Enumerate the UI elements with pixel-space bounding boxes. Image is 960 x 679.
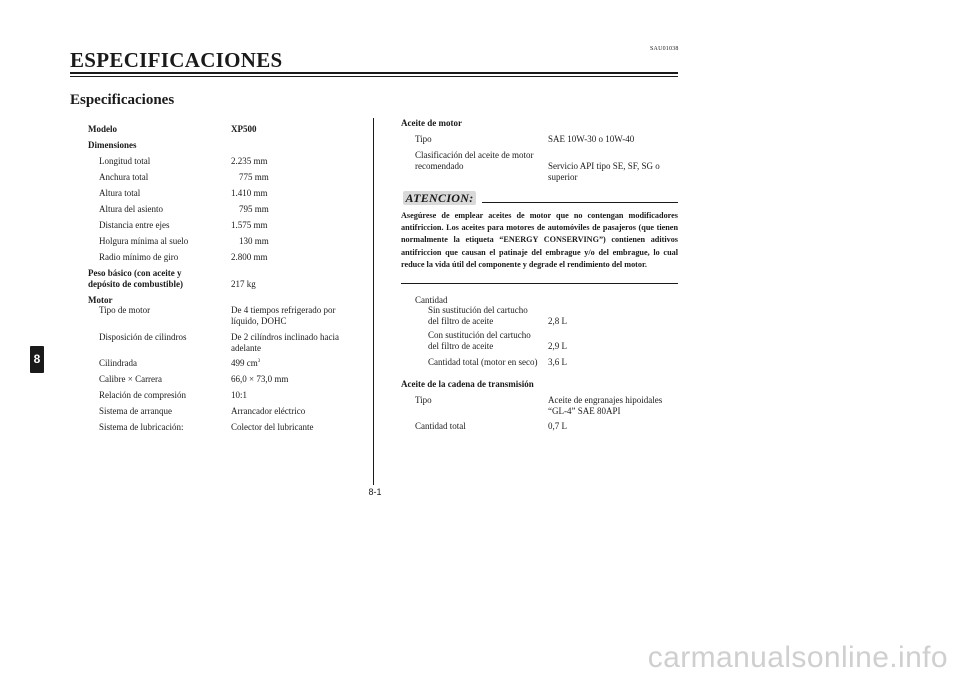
chain-heading: Aceite de la cadena de transmisión bbox=[401, 379, 534, 389]
spec-value: Servicio API tipo SE, SF, SG o bbox=[548, 161, 660, 171]
spec-label: Calibre × Carrera bbox=[99, 374, 163, 384]
page-title: ESPECIFICACIONES bbox=[70, 48, 283, 72]
spec-value: 795 mm bbox=[239, 204, 269, 214]
spec-label: Altura total bbox=[99, 188, 141, 198]
model-value: XP500 bbox=[231, 124, 257, 134]
atencion-rule bbox=[482, 202, 678, 203]
spec-label: Anchura total bbox=[99, 172, 149, 182]
section-subtitle: Especificaciones bbox=[70, 92, 175, 108]
spec-label: Altura del asiento bbox=[99, 204, 163, 214]
spec-value: De 4 tiempos refrigerado por bbox=[231, 305, 336, 315]
spec-label: Disposición de cilindros bbox=[99, 332, 187, 342]
spec-value: 775 mm bbox=[239, 172, 269, 182]
spec-label: Sistema de arranque bbox=[99, 406, 172, 416]
spec-value: adelante bbox=[231, 343, 261, 353]
spec-value: 2.800 mm bbox=[231, 252, 268, 262]
spec-value: 1.575 mm bbox=[231, 220, 268, 230]
spec-value: 1.410 mm bbox=[231, 188, 268, 198]
weight-heading-line2: depósito de combustible) bbox=[88, 279, 184, 289]
spec-label: recomendado bbox=[415, 161, 464, 171]
document-code: SAU01038 bbox=[650, 46, 679, 52]
spec-label: del filtro de aceite bbox=[428, 316, 494, 326]
spec-label: Clasificación del aceite de motor bbox=[415, 150, 534, 160]
spec-value: 130 mm bbox=[239, 236, 269, 246]
title-rule-thin bbox=[70, 76, 678, 77]
cilindrada-value: 499 cm bbox=[231, 358, 258, 368]
chapter-tab: 8 bbox=[30, 346, 44, 373]
spec-label: Sin sustitución del cartucho bbox=[428, 305, 528, 315]
page-number: 8-1 bbox=[368, 487, 382, 497]
spec-value: Arrancador eléctrico bbox=[231, 406, 306, 416]
spec-value: SAE 10W-30 o 10W-40 bbox=[548, 134, 635, 144]
spec-label: Sistema de lubricación: bbox=[99, 422, 184, 432]
spec-value: líquido, DOHC bbox=[231, 316, 287, 326]
spec-value: 0,7 L bbox=[548, 421, 567, 431]
atencion-badge: ATENCION: bbox=[403, 191, 476, 205]
watermark: carmanualsonline.info bbox=[647, 641, 948, 674]
spec-value: 66,0 × 73,0 mm bbox=[231, 374, 289, 384]
spec-value: 10:1 bbox=[231, 390, 248, 400]
cantidad-label: Cantidad bbox=[415, 295, 448, 305]
spec-label: Relación de compresión bbox=[99, 390, 186, 400]
warning-bottom-rule bbox=[401, 283, 678, 284]
spec-value: 2,8 L bbox=[548, 316, 567, 326]
spec-value: Colector del lubricante bbox=[231, 422, 314, 432]
spec-label: Cilindrada bbox=[99, 358, 137, 368]
dimensions-heading: Dimensiones bbox=[88, 140, 137, 150]
oil-heading: Aceite de motor bbox=[401, 118, 462, 128]
spec-value: De 2 cilíndros inclinado hacia bbox=[231, 332, 339, 342]
cilindrada-superscript: 3 bbox=[257, 359, 261, 364]
spec-label: Con sustitución del cartucho bbox=[428, 330, 531, 340]
spec-label: Radio mínimo de giro bbox=[99, 252, 179, 262]
motor-heading: Motor bbox=[88, 295, 113, 305]
spec-label: Tipo de motor bbox=[99, 305, 151, 315]
spec-label: Tipo bbox=[415, 395, 432, 405]
spec-label: del filtro de aceite bbox=[428, 341, 494, 351]
spec-value: 2,9 L bbox=[548, 341, 567, 351]
model-label: Modelo bbox=[88, 124, 117, 134]
spec-value: superior bbox=[548, 172, 578, 182]
spec-value bbox=[231, 358, 260, 369]
warning-text: Asegúrese de emplear aceites de motor que no contengan modificadores antifriccion. Los aceites para motores de automóviles de pasajeros (que tienen normalmente la etiqueta “ENERGY CONSERVING”) contienen aditivos antifriccion que causan el patinaje del embrague y/o del embrague, lo cual reduce la vida útil del componente y degrade el rendimiento del motor. bbox=[401, 211, 678, 269]
spec-label: Cantidad total bbox=[415, 421, 466, 431]
spec-label: Tipo bbox=[415, 134, 432, 144]
weight-value: 217 kg bbox=[231, 279, 256, 289]
spec-label: Holgura mínima al suelo bbox=[99, 236, 189, 246]
spec-value: “GL-4” SAE 80API bbox=[548, 406, 621, 416]
spec-label: Cantidad total (motor en seco) bbox=[428, 357, 538, 367]
spec-value: Aceite de engranajes hipoidales bbox=[548, 395, 663, 405]
spec-label: Longitud total bbox=[99, 156, 151, 166]
spec-label: Distancia entre ejes bbox=[99, 220, 170, 230]
spec-value: 3,6 L bbox=[548, 357, 567, 367]
title-rule-thick bbox=[70, 72, 678, 74]
column-divider bbox=[373, 118, 374, 485]
weight-heading-line1: Peso básico (con aceite y bbox=[88, 268, 182, 278]
spec-value: 2.235 mm bbox=[231, 156, 268, 166]
